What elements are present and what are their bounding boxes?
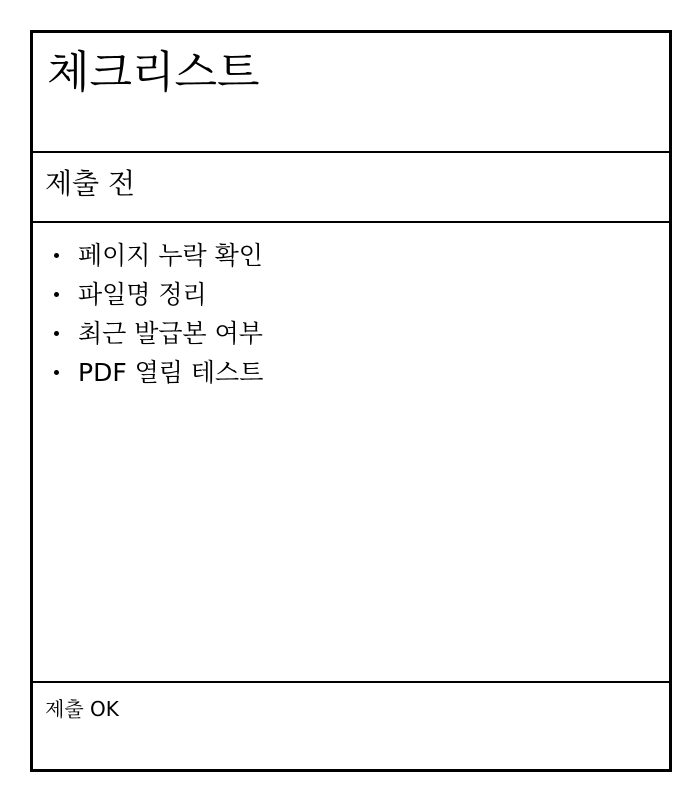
footer [33, 681, 669, 769]
checklist-item [33, 358, 263, 397]
checklist-item-label: 페이지 누락 확인 [78, 241, 263, 270]
checklist-item-label: 최근 발급본 여부 [78, 319, 263, 348]
checklist-item [33, 241, 263, 280]
checklist-item [33, 319, 263, 358]
checklist-item-label: PDF 열림 테스트 [78, 358, 264, 387]
page-title: 체크리스트 [47, 47, 260, 98]
bullet-icon [54, 370, 59, 375]
footer-status: 제출 OK [45, 697, 119, 721]
checklist-item-label: 파일명 정리 [78, 280, 207, 309]
checklist [33, 223, 263, 397]
section-header [33, 153, 669, 223]
header [33, 33, 669, 153]
checklist-card [30, 30, 672, 772]
bullet-icon [54, 292, 59, 297]
checklist-item [33, 280, 263, 319]
bullet-icon [54, 253, 59, 258]
section-title: 제출 전 [45, 167, 136, 200]
bullet-icon [54, 331, 59, 336]
